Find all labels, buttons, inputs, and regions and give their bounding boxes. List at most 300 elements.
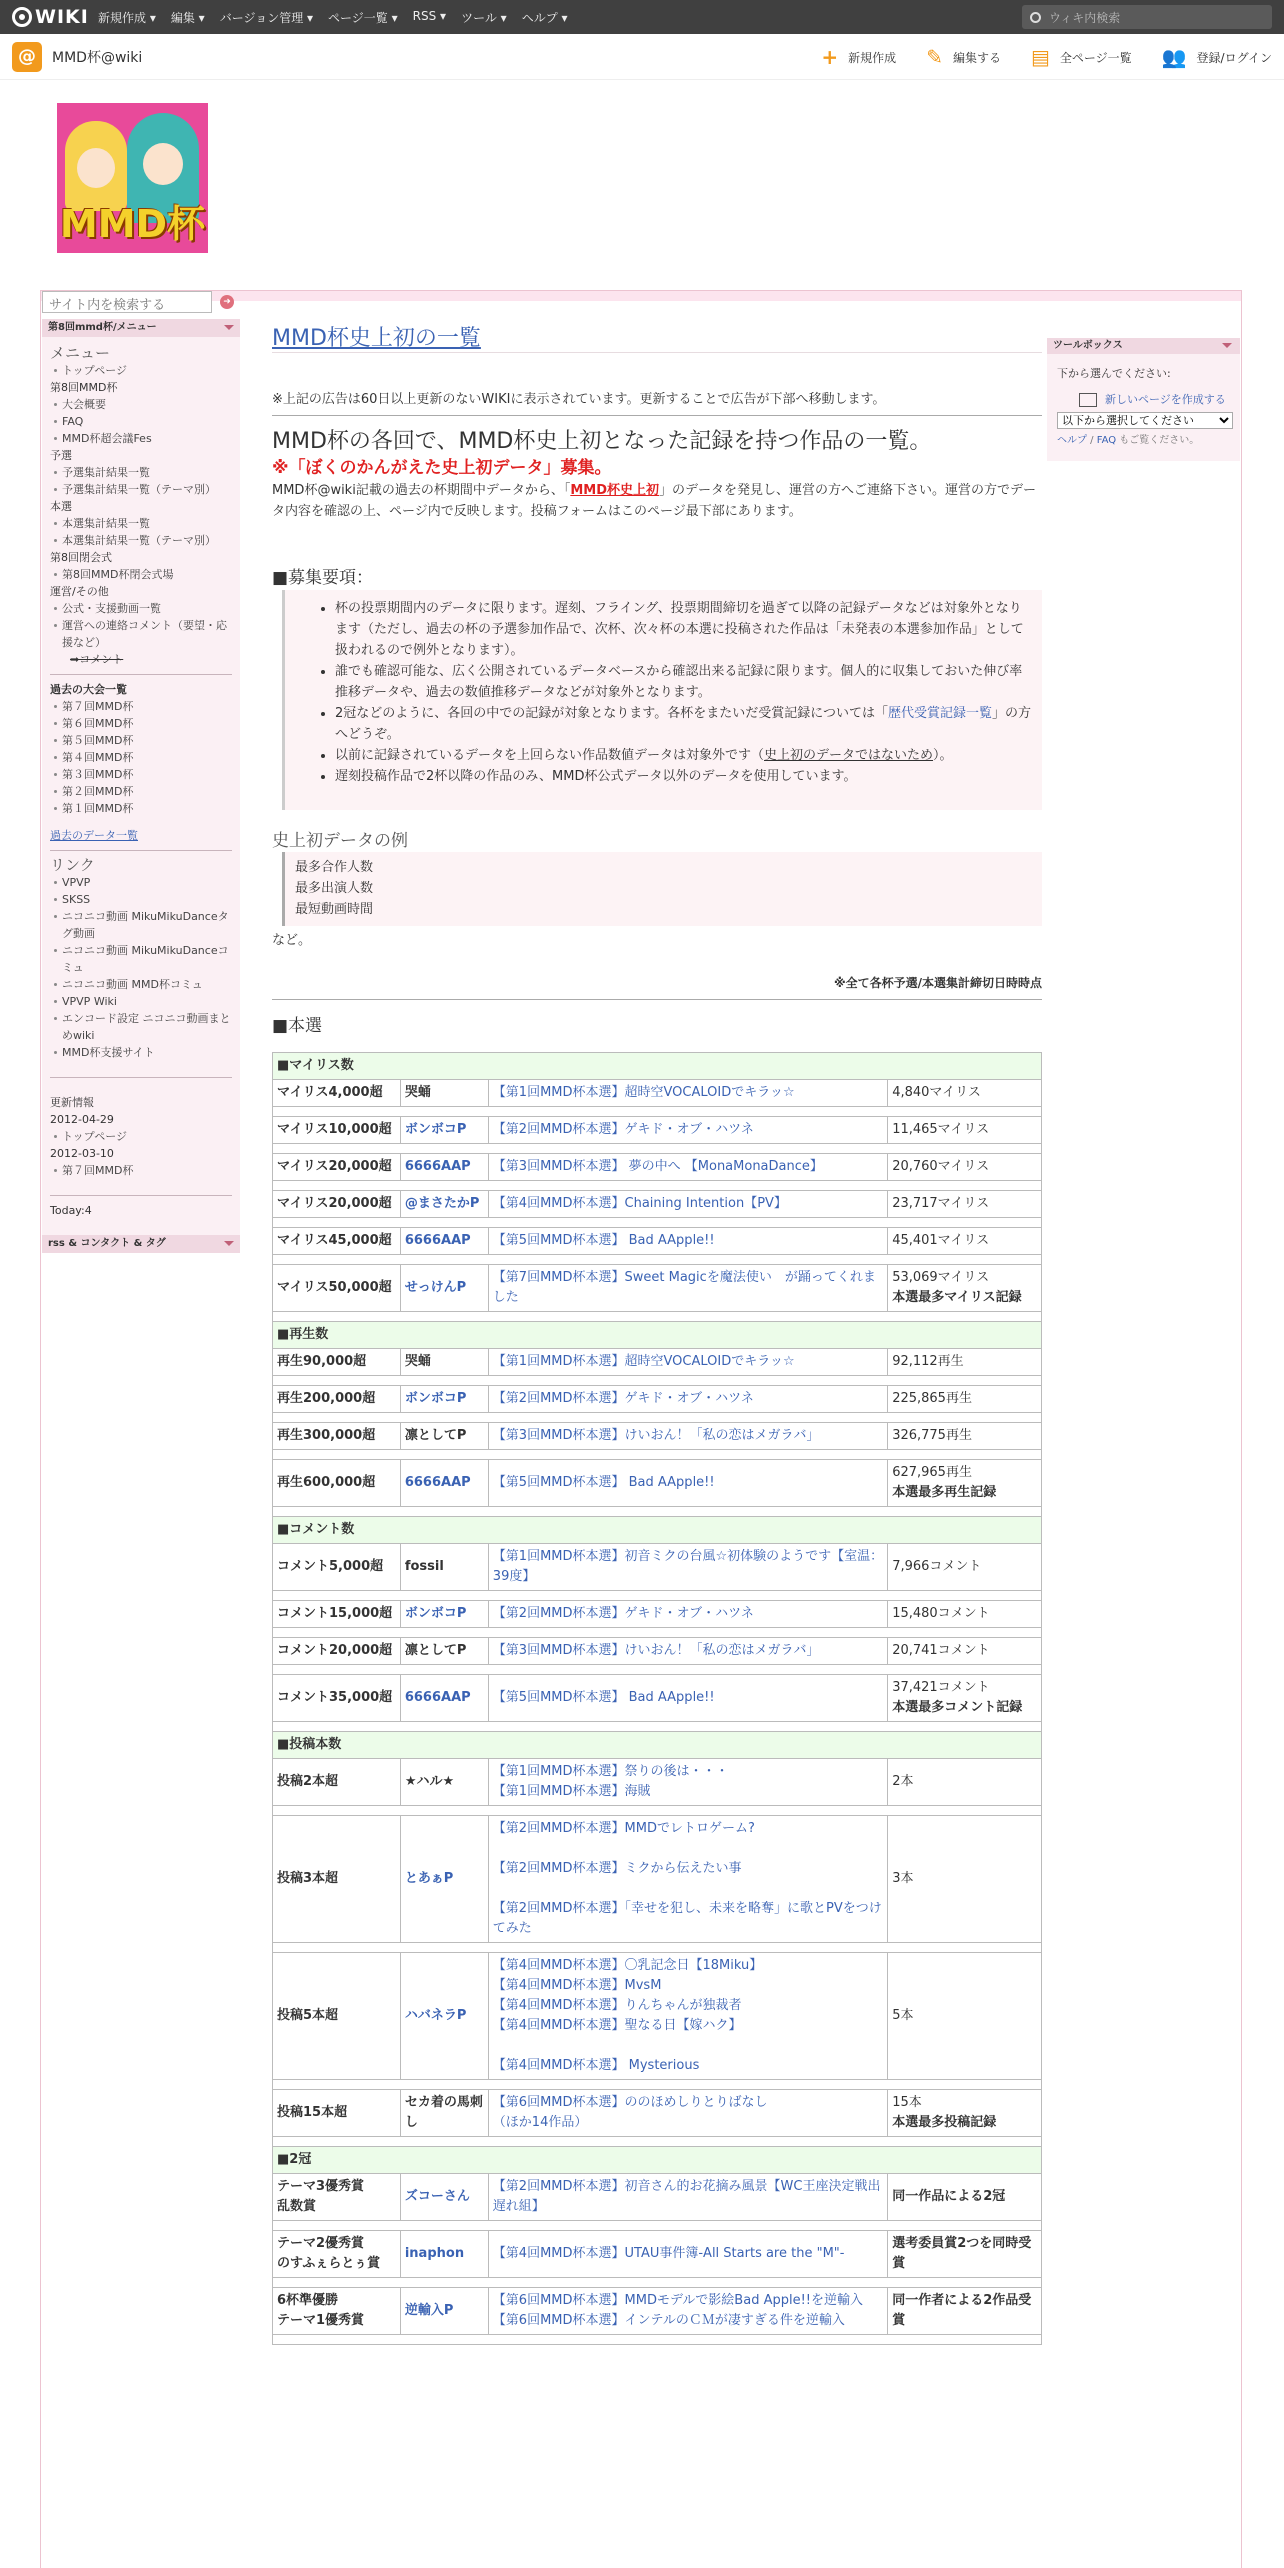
record-video[interactable] xyxy=(488,1080,887,1107)
spacer-row xyxy=(273,1943,1042,1953)
record-name xyxy=(273,2288,401,2335)
record-value-text: 15,480コメント xyxy=(892,1606,990,1621)
menu-item[interactable]: FAQ xyxy=(50,413,232,430)
cell-text: コメント5,000超 xyxy=(277,1559,384,1574)
record-row xyxy=(273,1759,1042,1806)
author-link[interactable]: ハバネラP xyxy=(404,2008,467,2023)
menu-item: 過去の大会一覧 xyxy=(50,683,127,696)
record-value-text: 7,966コメント xyxy=(892,1559,982,1574)
record-author[interactable] xyxy=(400,1816,488,1943)
records-table xyxy=(272,1052,1042,2345)
cell-text: マイリス45,000超 xyxy=(277,1233,392,1248)
category-cell: ■コメント数 xyxy=(273,1517,1042,1544)
record-value xyxy=(888,2288,1042,2335)
spacer-row xyxy=(273,1628,1042,1638)
video-link[interactable]: 【第4回MMD杯本選】Chaining Intention【PV】 xyxy=(492,1196,787,1211)
cell-text: 6杯準優勝 xyxy=(277,2293,339,2308)
record-row xyxy=(273,1265,1042,1312)
record-video[interactable] xyxy=(488,1117,887,1144)
record-name xyxy=(273,1349,401,1376)
record-author[interactable] xyxy=(400,1601,488,1628)
menu-item[interactable]: MMD杯支援サイト xyxy=(50,1044,232,1061)
record-video[interactable] xyxy=(488,1386,887,1413)
video-link[interactable]: 【第2回MMD杯本選】ゲキド・オブ・ハツネ xyxy=(492,1391,754,1406)
toolbox-body xyxy=(1047,354,1240,461)
video-link[interactable]: 【第7回MMD杯本選】Sweet Magicを魔法使い が踊ってくれました xyxy=(492,1270,876,1305)
record-video[interactable] xyxy=(488,1154,887,1181)
menu-item[interactable]: MMD杯超会議Fes xyxy=(50,430,232,447)
record-author[interactable] xyxy=(400,2288,488,2335)
section-heading: MMD杯の各回で、MMD杯史上初となった記録を持つ作品の一覧。 xyxy=(272,429,932,454)
author-link[interactable]: 6666AAP xyxy=(404,1233,471,1248)
record-name xyxy=(273,1759,401,1806)
wiki-search-placeholder: ウィキ内検索 xyxy=(1049,10,1121,25)
video-link[interactable]: 【第3回MMD杯本選】 夢の中へ 【MonaMonaDance】 xyxy=(492,1159,823,1174)
record-value-text: 11,465マイリス xyxy=(892,1122,990,1137)
cell-text: 投稿5本超 xyxy=(277,2008,339,2023)
spacer-row xyxy=(273,1413,1042,1423)
author-link[interactable]: 6666AAP xyxy=(404,1690,471,1705)
menu-spacer xyxy=(50,817,232,827)
record-value xyxy=(888,1460,1042,1507)
requirements-box xyxy=(282,590,1042,810)
wiki-search-input[interactable] xyxy=(1022,5,1272,29)
record-value-text: 20,760マイリス xyxy=(892,1159,990,1174)
spacer-cell xyxy=(273,2278,1042,2288)
site-action-label: 新規作成 xyxy=(848,50,897,65)
search-icon xyxy=(1030,12,1041,23)
record-author[interactable] xyxy=(400,1154,488,1181)
cell-text: マイリス4,000超 xyxy=(277,1085,383,1100)
record-author xyxy=(400,1080,488,1107)
requirement-text: 以前に記録されているデータを上回らない作品数値データは対象外です（ xyxy=(335,748,765,763)
new-page-link[interactable] xyxy=(1079,392,1230,408)
requirement-item: • 杯の投票期間内のデータに限ります。遅刻、フライング、投票期間締切を過ぎて以降の記録データなどは対象外となります（ただし、過去の杯の予選参加作品で、次杯、次々杯の本選に投稿された作品は「未発表の本選参加作品」として扱われるので例外となります）。 xyxy=(335,598,1032,661)
help-link[interactable]: ヘルプ xyxy=(1057,435,1087,446)
record-note: 本選最多投稿記録 xyxy=(892,2115,997,2130)
cell-text: のすふぇらとぅ賞 xyxy=(277,2256,381,2271)
top-menu-item[interactable]: 新規作成 ▾ xyxy=(98,10,156,25)
video-link[interactable]: 【第1回MMD杯本選】超時空VOCALOIDでキラッ☆ xyxy=(492,1354,795,1369)
record-author[interactable] xyxy=(400,1953,488,2080)
video-link[interactable]: 【第2回MMD杯本選】「幸せを犯し、未来を略奪」に歌とPVをつけてみた xyxy=(492,1901,882,1936)
author-link[interactable]: ボンボコP xyxy=(404,1606,467,1621)
record-row xyxy=(273,2288,1042,2335)
author-link[interactable]: ボンボコP xyxy=(404,1391,467,1406)
record-value xyxy=(888,1544,1042,1591)
author-link[interactable]: ズコーさん xyxy=(404,2189,470,2204)
new-page-label: 新しいページを作成する xyxy=(1105,393,1226,406)
record-name xyxy=(273,1544,401,1591)
record-value xyxy=(888,1816,1042,1943)
author-name: 凛としてP xyxy=(404,1428,467,1443)
record-author[interactable] xyxy=(400,1117,488,1144)
cell-text: 再生90,000超 xyxy=(277,1354,367,1369)
record-row xyxy=(273,1460,1042,1507)
record-video[interactable] xyxy=(488,1228,887,1255)
video-link[interactable]: 【第3回MMD杯本選】けいおん！「私の恋はメガラバ」 xyxy=(492,1643,820,1658)
help-text: ヘルプ / FAQ もご覧ください。 xyxy=(1057,435,1200,446)
spacer-row xyxy=(273,1806,1042,1816)
title-divider xyxy=(272,352,1042,353)
spacer-row xyxy=(273,1450,1042,1460)
site-bar xyxy=(0,34,1284,80)
menu-item[interactable]: 第５回MMD杯 xyxy=(50,732,232,749)
etc-text: など。 xyxy=(272,933,312,948)
spacer-row xyxy=(273,2335,1042,2345)
video-link[interactable]: 【第2回MMD杯本選】ゲキド・オブ・ハツネ xyxy=(492,1606,754,1621)
record-author[interactable] xyxy=(400,1675,488,1722)
menu-divider xyxy=(50,850,232,851)
video-link[interactable]: 【第1回MMD杯本選】初音ミクの台風☆初体験のようです【室温：39度】 xyxy=(492,1549,884,1584)
record-value-text: 4,840マイリス xyxy=(892,1085,981,1100)
record-value xyxy=(888,1191,1042,1218)
top-menu-item[interactable]: バージョン管理 ▾ xyxy=(219,10,314,25)
menu-item: 2012-03-10 xyxy=(50,1147,114,1160)
toolbox-prompt: 下から選んでください: xyxy=(1057,367,1171,380)
menu-item[interactable]: 本選集計結果一覧 xyxy=(50,515,232,532)
author-link[interactable]: 逆輸入P xyxy=(404,2303,454,2318)
cell-text: 乱数賞 xyxy=(277,2199,317,2214)
author-link[interactable]: とあぁP xyxy=(404,1871,454,1886)
menu-item[interactable]: ニコニコ動画 MikuMikuDanceコミュ xyxy=(50,942,232,976)
menu-spacer xyxy=(50,1219,232,1229)
plus-icon: + xyxy=(821,45,839,69)
record-value xyxy=(888,2231,1042,2278)
record-name xyxy=(273,1601,401,1628)
record-note: 本選最多コメント記録 xyxy=(892,1700,1023,1715)
record-video[interactable] xyxy=(488,2174,887,2221)
record-video[interactable] xyxy=(488,1544,887,1591)
video-link[interactable]: 【第5回MMD杯本選】 Bad AApple!! xyxy=(492,1233,715,1248)
banner-face-left xyxy=(77,148,115,188)
record-author xyxy=(400,1423,488,1450)
spacer-cell xyxy=(273,1376,1042,1386)
category-row xyxy=(273,2147,1042,2174)
record-video[interactable] xyxy=(488,1191,887,1218)
menu-panel-title[interactable]: 第8回mmd杯/メニュー xyxy=(42,319,240,337)
record-author[interactable] xyxy=(400,1386,488,1413)
site-action-3[interactable] xyxy=(1162,45,1272,69)
video-link[interactable]: 【第1回MMD杯本選】超時空VOCALOIDでキラッ☆ xyxy=(492,1085,795,1100)
award-history-link[interactable]: 歴代受賞記録一覧 xyxy=(887,706,992,721)
top-menu-item[interactable]: RSS ▾ xyxy=(412,8,447,23)
menu-item[interactable]: VPVP Wiki xyxy=(50,993,232,1010)
top-menu xyxy=(98,9,583,26)
record-author[interactable] xyxy=(400,2174,488,2221)
cell-text: テーマ3優秀賞 xyxy=(277,2179,365,2194)
spacer-cell xyxy=(273,1943,1042,1953)
record-name xyxy=(273,1080,401,1107)
site-search-input[interactable]: サイト内を検索する xyxy=(42,291,212,313)
video-link[interactable]: 【第6回MMD杯本選】MMDモデルで影絵Bad Apple!!を逆輸入 xyxy=(492,2293,864,2308)
toolbox-title[interactable]: ツールボックス xyxy=(1047,338,1240,354)
record-video[interactable] xyxy=(488,2288,887,2335)
cell-text: マイリス10,000超 xyxy=(277,1122,392,1137)
record-value-text: 326,775再生 xyxy=(892,1428,972,1443)
record-value-text: 225,865再生 xyxy=(892,1391,972,1406)
site-name[interactable]: MMD杯@wiki xyxy=(52,49,143,66)
author-link[interactable]: ボンボコP xyxy=(404,1122,467,1137)
requirement-text: 2冠などのように、各回の中での記録が対象となります。各杯をまたいだ受賞記録については「 xyxy=(335,706,888,721)
record-row xyxy=(273,2231,1042,2278)
record-value xyxy=(888,1953,1042,2080)
category-cell: ■2冠 xyxy=(273,2147,1042,2174)
record-value-text: 15本 xyxy=(892,2095,922,2110)
menu-item[interactable]: SKSS xyxy=(50,891,232,908)
video-link[interactable]: 【第2回MMD杯本選】MMDでレトロゲーム? xyxy=(492,1821,755,1836)
record-row xyxy=(273,1191,1042,1218)
record-row xyxy=(273,1544,1042,1591)
requirement-item: • 遅刻投稿作品で2杯以降の作品のみ、MMD杯公式データ以外のデータを使用しています。 xyxy=(335,766,1032,787)
record-value-text: 同一作品による2冠 xyxy=(892,2189,1006,2204)
menu-item[interactable]: エンコード設定 ニコニコ動画まとめwiki xyxy=(50,1010,232,1044)
video-link[interactable]: 【第2回MMD杯本選】初音さん的お花摘み風景【WC王座決定戦出遅れ組】 xyxy=(492,2179,881,2214)
top-menu-item[interactable]: ツール ▾ xyxy=(461,10,507,25)
video-link[interactable]: 【第4回MMD杯本選】りんちゃんが独裁者 xyxy=(492,1998,742,2013)
record-author[interactable] xyxy=(400,2231,488,2278)
atwiki-logo[interactable] xyxy=(12,6,98,28)
requirements-list xyxy=(285,590,1042,787)
top-menu-item[interactable]: ヘルプ ▾ xyxy=(521,10,568,25)
cell-text: テーマ2優秀賞 xyxy=(277,2236,365,2251)
menu-divider xyxy=(50,674,232,675)
record-row xyxy=(273,1349,1042,1376)
category-row xyxy=(273,1732,1042,1759)
rss-panel-title[interactable]: rss & コンタクト & タグ xyxy=(42,1235,240,1253)
record-row xyxy=(273,1117,1042,1144)
video-link[interactable]: 【第4回MMD杯本選】UTAU事件簿-All Starts are the "M"- xyxy=(492,2246,845,2261)
examples-box xyxy=(282,852,1042,926)
spacer-cell xyxy=(273,1628,1042,1638)
logo-text: WIKI xyxy=(35,6,89,28)
video-link[interactable]: 【第2回MMD杯本選】ミクから伝えたい事 xyxy=(492,1861,742,1876)
category-row xyxy=(273,1322,1042,1349)
record-row xyxy=(273,1953,1042,2080)
menu-item[interactable]: 第７回MMD杯 xyxy=(50,1162,232,1179)
top-menu-item[interactable]: ページ一覧 ▾ xyxy=(328,10,398,25)
at-logo-icon xyxy=(12,7,32,27)
site-action-2[interactable] xyxy=(1031,45,1132,69)
menu-item[interactable]: 第8回MMD杯閉会式場 xyxy=(50,566,232,583)
record-value-text: 選考委員賞2つを同時受賞 xyxy=(892,2236,1032,2271)
spacer-cell xyxy=(273,2221,1042,2231)
menu-item[interactable]: 予選集計結果一覧 xyxy=(50,464,232,481)
record-author[interactable] xyxy=(400,1265,488,1312)
menu-item[interactable]: トップページ xyxy=(50,1128,232,1145)
help-tail: もご覧ください。 xyxy=(1116,435,1200,446)
spacer-cell xyxy=(273,1255,1042,1265)
author-link[interactable]: 6666AAP xyxy=(404,1159,471,1174)
record-author xyxy=(400,1349,488,1376)
menu-item[interactable]: ⇒コメント xyxy=(70,653,124,666)
record-name xyxy=(273,1228,401,1255)
video-link[interactable]: 【第4回MMD杯本選】 Mysterious xyxy=(492,2058,700,2073)
menu-item[interactable]: ニコニコ動画 MMD杯コミュ xyxy=(50,976,232,993)
menu-item[interactable]: トップページ xyxy=(50,362,232,379)
menu-item[interactable]: 運営への連絡コメント（要望・応援など） xyxy=(50,617,232,651)
spacer-cell xyxy=(273,1722,1042,1732)
author-link[interactable]: @まさたかP xyxy=(404,1196,480,1211)
author-name: 凛としてP xyxy=(404,1643,467,1658)
record-video[interactable] xyxy=(488,1759,887,1806)
menu-item[interactable]: 本選集計結果一覧（テーマ別） xyxy=(50,532,232,549)
faq-link[interactable]: FAQ xyxy=(1096,435,1117,446)
video-link[interactable]: 【第6回MMD杯本選】インテルのＣＭが凄すぎる件を逆輸入 xyxy=(492,2313,845,2328)
requirement-item xyxy=(335,703,1032,745)
menu-divider xyxy=(50,1195,232,1196)
top-menu-item[interactable]: 編集 ▾ xyxy=(170,10,205,25)
menu-item[interactable]: 公式・支援動画一覧 xyxy=(50,600,232,617)
record-value xyxy=(888,1228,1042,1255)
spacer-row xyxy=(273,1255,1042,1265)
record-video[interactable] xyxy=(488,1953,887,2080)
author-link[interactable]: 6666AAP xyxy=(404,1475,471,1490)
menu-item[interactable]: 第３回MMD杯 xyxy=(50,766,232,783)
record-value-text: 23,717マイリス xyxy=(892,1196,990,1211)
tool-select[interactable] xyxy=(1057,412,1233,429)
record-video[interactable] xyxy=(488,2231,887,2278)
user-add-icon: 👥 xyxy=(1161,45,1187,69)
menu-spacer xyxy=(50,1061,232,1071)
record-video[interactable] xyxy=(488,1675,887,1722)
menu-item[interactable]: 過去のデータ一覧 xyxy=(50,829,138,842)
record-video[interactable] xyxy=(488,1349,887,1376)
record-row xyxy=(273,2090,1042,2137)
author-name: ★ハル★ xyxy=(404,1774,455,1789)
author-link[interactable]: inaphon xyxy=(404,2246,465,2261)
menu-item: 運営/その他 xyxy=(50,585,109,598)
site-action-label: 全ページ一覧 xyxy=(1059,50,1132,65)
video-link[interactable]: 【第2回MMD杯本選】ゲキド・オブ・ハツネ xyxy=(492,1122,754,1137)
menu-item[interactable]: 第２回MMD杯 xyxy=(50,783,232,800)
record-value-text: 20,741コメント xyxy=(892,1643,990,1658)
record-video[interactable] xyxy=(488,1601,887,1628)
site-banner[interactable] xyxy=(57,103,208,253)
menu-item[interactable]: ニコニコ動画 MikuMikuDanceタグ動画 xyxy=(50,908,232,942)
banner-logo-text: MMD杯 xyxy=(59,202,206,246)
cell-text: 投稿15本超 xyxy=(277,2105,348,2120)
menu-panel xyxy=(42,319,240,1253)
spacer-row xyxy=(273,1722,1042,1732)
menu-item: 第8回MMD杯 xyxy=(50,381,118,394)
spacer-cell xyxy=(273,2137,1042,2147)
ad-note: ※上記の広告は60日以上更新のないWIKIに表示されています。更新することで広告が下部へ移動します。 xyxy=(272,392,886,407)
record-author[interactable] xyxy=(400,1228,488,1255)
video-link[interactable]: 【第1回MMD杯本選】祭りの後は・・・ xyxy=(492,1764,729,1779)
record-value-text: 2本 xyxy=(892,1774,914,1789)
menu-item[interactable]: 第４回MMD杯 xyxy=(50,749,232,766)
record-video[interactable] xyxy=(488,1816,887,1943)
requirement-tail: ）。 xyxy=(933,748,953,763)
menu-item: 第8回閉会式 xyxy=(50,551,112,564)
record-name xyxy=(273,1638,401,1665)
spacer-cell xyxy=(273,1144,1042,1154)
page-title[interactable]: MMD杯史上初の一覧 xyxy=(272,326,481,351)
site-action-1[interactable] xyxy=(926,45,1001,69)
record-name xyxy=(273,1265,401,1312)
menu-divider xyxy=(50,1077,232,1078)
record-video[interactable] xyxy=(488,2090,887,2137)
menu-item: 更新情報 xyxy=(50,1096,94,1109)
menu-item[interactable]: 大会概要 xyxy=(50,396,232,413)
site-action-label: 編集する xyxy=(952,50,1001,65)
author-link[interactable]: せっけんP xyxy=(404,1280,467,1295)
spacer-row xyxy=(273,2080,1042,2090)
site-action-0[interactable] xyxy=(821,45,896,69)
spacer-cell xyxy=(273,2080,1042,2090)
author-name: セカ着の馬刺し xyxy=(404,2095,483,2130)
menu-item[interactable]: 第１回MMD杯 xyxy=(50,800,232,817)
record-name xyxy=(273,1386,401,1413)
requirement-item xyxy=(335,745,1032,766)
menu-item[interactable]: 予選集計結果一覧（テーマ別） xyxy=(50,481,232,498)
menu-item[interactable]: 第６回MMD杯 xyxy=(50,715,232,732)
menu-item[interactable]: 第７回MMD杯 xyxy=(50,698,232,715)
record-value xyxy=(888,1386,1042,1413)
video-link[interactable]: 【第4回MMD杯本選】聖なる日【嫁ハク】 xyxy=(492,2018,742,2033)
site-action-label: 登録/ログイン xyxy=(1196,50,1272,65)
record-row xyxy=(273,1154,1042,1181)
banner-face-right xyxy=(143,143,183,185)
intro-link[interactable]: MMD杯史上初 xyxy=(570,483,659,498)
spacer-row xyxy=(273,1144,1042,1154)
spacer-cell xyxy=(273,1450,1042,1460)
record-video[interactable] xyxy=(488,1638,887,1665)
record-video[interactable] xyxy=(488,1423,887,1450)
record-row xyxy=(273,1080,1042,1107)
recruit-heading: ※「ぼくのかんがえた史上初データ」募集。 xyxy=(272,458,612,478)
cell-text: コメント35,000超 xyxy=(277,1690,393,1705)
record-row xyxy=(273,1601,1042,1628)
record-video[interactable] xyxy=(488,1460,887,1507)
spacer-cell xyxy=(273,1806,1042,1816)
video-link[interactable]: （ほか14作品） xyxy=(492,2115,588,2130)
spacer-row xyxy=(273,1312,1042,1322)
cell-text: マイリス20,000超 xyxy=(277,1196,392,1211)
video-link[interactable]: 【第6回MMD杯本選】ののほめしりとりばなし xyxy=(492,2095,768,2110)
requirement-item: • 誰でも確認可能な、広く公開されているデータベースから確認出来る記録に限ります。個人的に収集しておいた伸び率推移データや、過去の数値推移データなどが対象外となります。 xyxy=(335,661,1032,703)
site-actions xyxy=(791,34,1272,80)
record-author xyxy=(400,1759,488,1806)
menu-spacer xyxy=(50,1084,232,1094)
menu-item[interactable]: VPVP xyxy=(50,874,232,891)
record-name xyxy=(273,1117,401,1144)
site-search xyxy=(42,291,234,313)
video-link[interactable]: 【第1回MMD杯本選】海賊 xyxy=(492,1784,651,1799)
record-value xyxy=(888,2090,1042,2137)
video-link[interactable]: 【第5回MMD杯本選】 Bad AApple!! xyxy=(492,1690,715,1705)
menu-item: 本選 xyxy=(50,500,72,513)
record-author[interactable] xyxy=(400,1191,488,1218)
finals-heading: ■本選 xyxy=(272,1016,323,1036)
record-author[interactable] xyxy=(400,1460,488,1507)
video-link[interactable]: 【第5回MMD杯本選】 Bad AApple!! xyxy=(492,1475,715,1490)
record-value xyxy=(888,1638,1042,1665)
record-value xyxy=(888,1349,1042,1376)
cell-text: 再生600,000超 xyxy=(277,1475,376,1490)
record-row xyxy=(273,1386,1042,1413)
page-layout xyxy=(40,290,1242,2568)
video-link[interactable]: 【第4回MMD杯本選】〇乳記念日【18Miku】 xyxy=(492,1958,763,1973)
video-link[interactable]: 【第4回MMD杯本選】MvsM xyxy=(492,1978,662,1993)
video-link[interactable]: 【第3回MMD杯本選】けいおん！「私の恋はメガラバ」 xyxy=(492,1428,820,1443)
divider xyxy=(272,415,1042,416)
record-video[interactable] xyxy=(488,1265,887,1312)
record-row xyxy=(273,1816,1042,1943)
search-go-icon[interactable]: ➜ xyxy=(220,295,234,309)
record-name xyxy=(273,1816,401,1943)
